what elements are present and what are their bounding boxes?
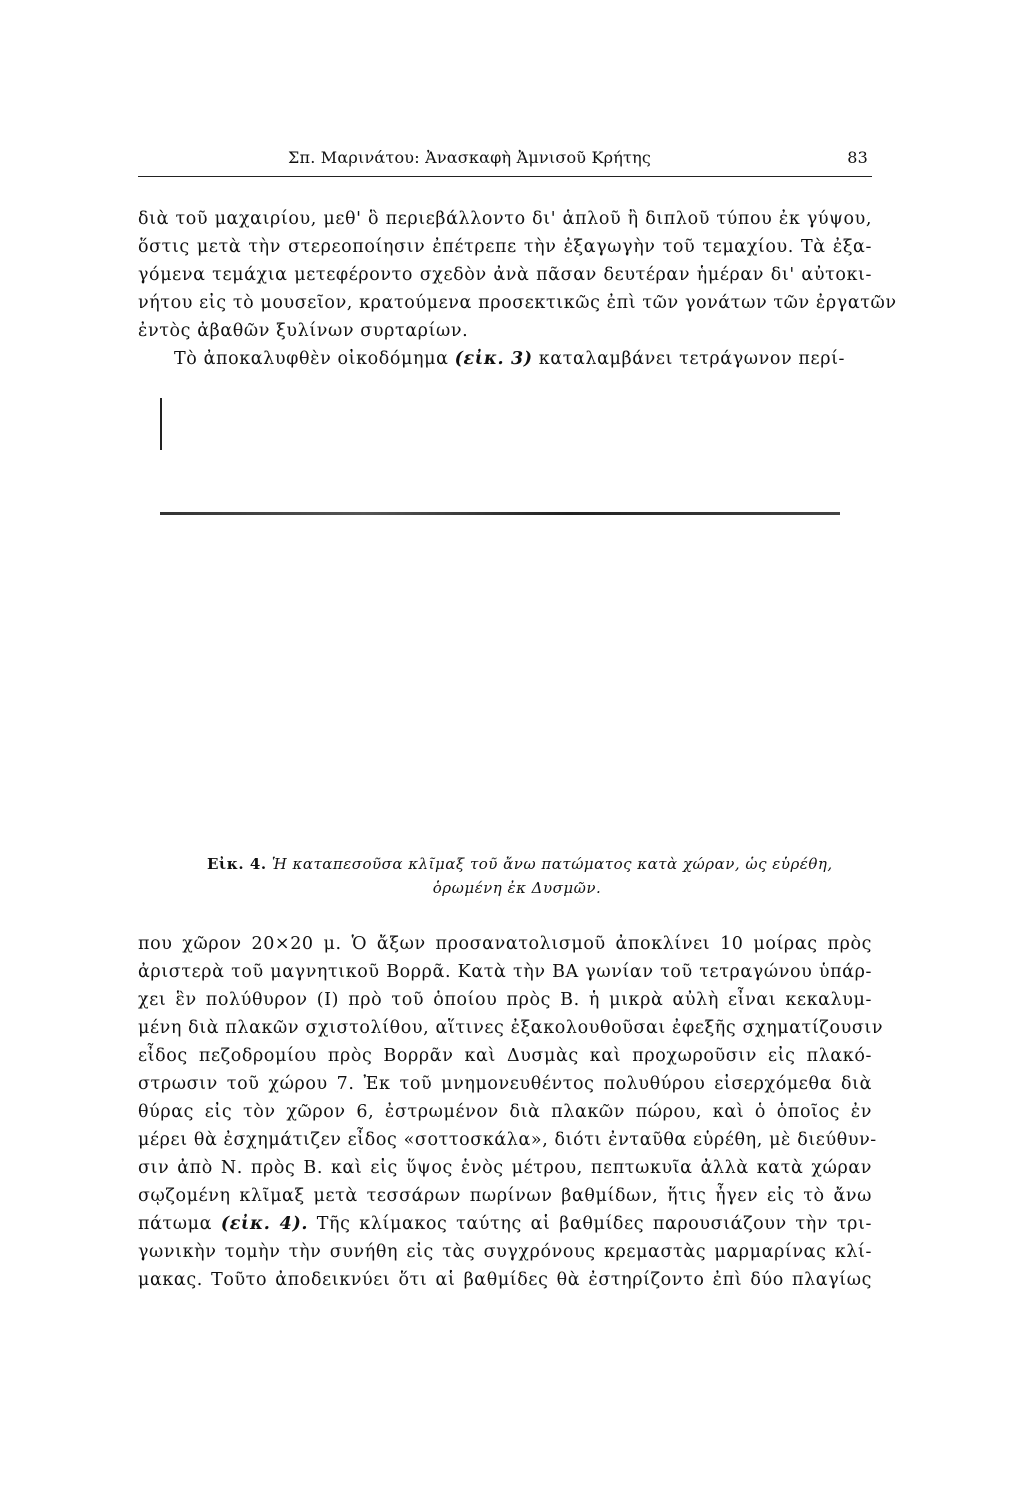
text-line: νήτου εἰς τὸ μουσεῖον, κρατούμενα προσεκτικῶς ἐπὶ τῶν γονάτων τῶν ἐργατῶν <box>138 293 897 313</box>
text-line: σιν ἀπὸ Ν. πρὸς Β. καὶ εἰς ὕψος ἑνὸς μέτρου, πεπτωκυῖα ἀλλὰ κατὰ χώραν <box>138 1158 872 1178</box>
text-line: διὰ τοῦ μαχαιρίου, μεθ' ὃ περιεβάλλοντο δι' ἁπλοῦ ἢ διπλοῦ τύπου ἐκ γύψου, <box>138 209 872 229</box>
text-line <box>138 1210 872 1238</box>
figure-mark-horizontal <box>160 512 840 515</box>
paragraph-top <box>138 205 897 373</box>
text-line: που χῶρον 20×20 μ. Ὁ ἄξων προσανατολισμοῦ ἀποκλίνει 10 μοίρας πρὸς <box>138 934 872 954</box>
text-line: ὅστις μετὰ τὴν στερεοποίησιν ἐπέτρεπε τὴν ἐξαγωγὴν τοῦ τεμαχίου. Τὰ ἐξα- <box>138 237 872 257</box>
text-line: χει ἓν πολύθυρον (Ι) πρὸ τοῦ ὁποίου πρὸς Β. ἡ μικρὰ αὐλὴ εἶναι κεκαλυμ- <box>138 990 872 1010</box>
text-line: μένη διὰ πλακῶν σχιστολίθου, αἵτινες ἐξακολουθοῦσαι ἐφεξῆς σχηματίζουσιν <box>138 1018 884 1038</box>
figure-photo-area <box>150 390 850 830</box>
text-line: ἀριστερὰ τοῦ μαγνητικοῦ Βορρᾶ. Κατὰ τὴν ΒΑ γωνίαν τοῦ τετραγώνου ὑπάρ- <box>138 962 872 982</box>
text-fragment: καταλαμβάνει τετράγωνον περί- <box>538 349 846 369</box>
caption-label: Εἰκ. 4. <box>207 855 267 873</box>
text-line: γόμενα τεμάχια μετεφέροντο σχεδὸν ἀνὰ πᾶσαν δευτέραν ἡμέραν δι' αὐτοκι- <box>138 265 872 285</box>
figure-caption <box>207 852 847 900</box>
page-header <box>138 148 872 178</box>
text-line: στρωσιν τοῦ χώρου 7. Ἐκ τοῦ μνημονευθέντος πολυθύρου εἰσερχόμεθα διὰ <box>138 1074 872 1094</box>
text-fragment: πάτωμα <box>138 1214 213 1234</box>
figure-mark-vertical <box>160 398 162 450</box>
running-title: Σπ. Μαρινάτου: Ἀνασκαφὴ Ἀμνισοῦ Κρήτης <box>288 148 652 167</box>
text-fragment: Τῆς κλίμακος ταύτης αἱ βαθμίδες παρουσιάζουν τὴν τρι- <box>316 1214 873 1234</box>
text-line: γωνικὴν τομὴν τὴν συνήθη εἰς τὰς συγχρόνους κρεμαστὰς μαρμαρίνας κλί- <box>138 1242 872 1262</box>
caption-line <box>207 855 833 873</box>
caption-line: ὁρωμένη ἐκ Δυσμῶν. <box>432 879 602 897</box>
caption-text: Ἡ καταπεσοῦσα κλῖμαξ τοῦ ἄνω πατώματος κατὰ χώραν, ὡς εὑρέθη, <box>271 855 833 873</box>
text-line: μακας. Τοῦτο ἀποδεικνύει ὅτι αἱ βαθμίδες θὰ ἐστηρίζοντο ἐπὶ δύο πλαγίως <box>138 1270 872 1290</box>
text-line <box>138 345 872 373</box>
text-line: θύρας εἰς τὸν χῶρον 6, ἐστρωμένον διὰ πλακῶν πώρου, καὶ ὁ ὁποῖος ἐν <box>138 1102 872 1122</box>
page-number: 83 <box>847 148 868 167</box>
header-rule <box>138 176 872 177</box>
text-line: ἐντὸς ἀβαθῶν ξυλίνων συρταρίων. <box>138 321 469 341</box>
figure-reference: (εἰκ. 4). <box>220 1214 309 1234</box>
text-fragment: Τὸ ἀποκαλυφθὲν οἰκοδόμημα <box>174 349 449 369</box>
figure-reference: (εἰκ. 3) <box>454 349 533 369</box>
text-line: εἶδος πεζοδρομίου πρὸς Βορρᾶν καὶ Δυσμὰς καὶ προχωροῦσιν εἰς πλακό- <box>138 1046 872 1066</box>
text-line: σῳζομένη κλῖμαξ μετὰ τεσσάρων πωρίνων βαθμίδων, ἥτις ἦγεν εἰς τὸ ἄνω <box>138 1186 872 1206</box>
text-line: μέρει θὰ ἐσχημάτιζεν εἶδος «σοττοσκάλα», διότι ἐνταῦθα εὑρέθη, μὲ διεύθυν- <box>138 1130 877 1150</box>
paragraph-bottom <box>138 930 884 1294</box>
